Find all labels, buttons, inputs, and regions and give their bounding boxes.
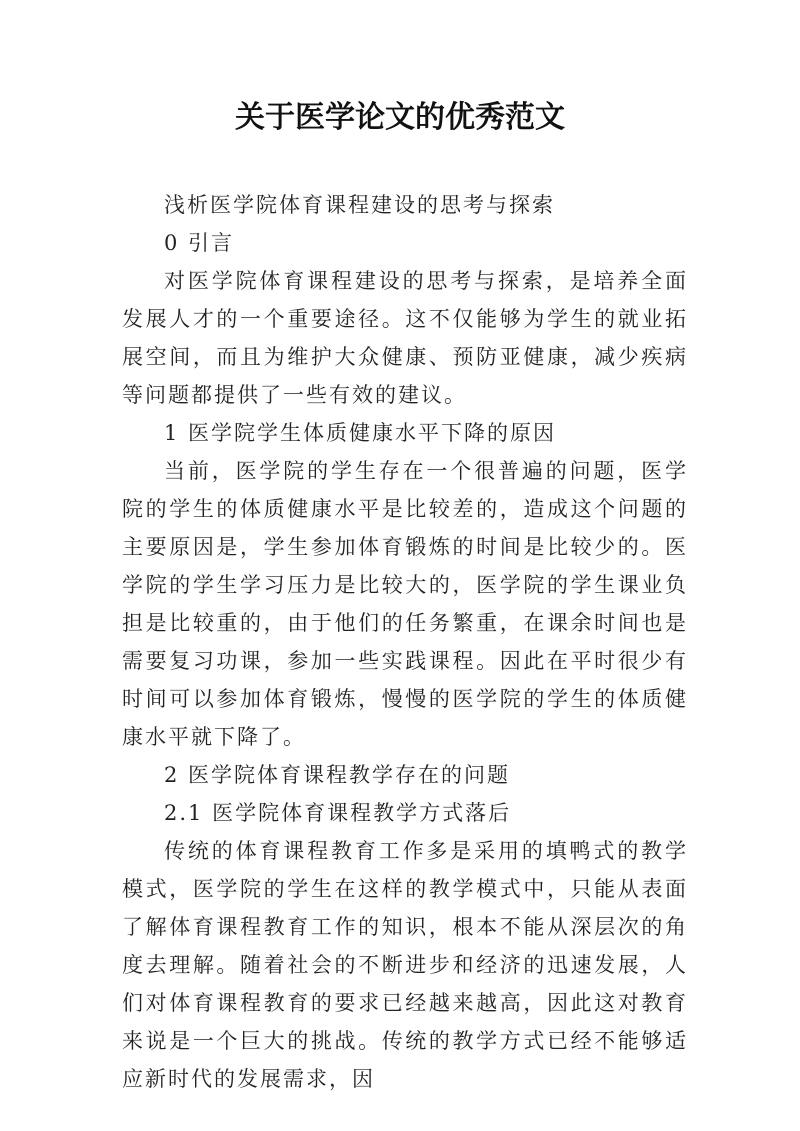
paragraph-intro: 对医学院体育课程建设的思考与探索，是培养全面发展人才的一个重要途径。这不仅能够为学生的就业拓展空间，而且为维护大众健康、预防亚健康，减少疾病等问题都提供了一些有效的建议。 (122, 269, 688, 407)
document-body (122, 186, 688, 1098)
paragraph-section-1: 当前，医学院的学生存在一个很普遍的问题，医学院的学生的体质健康水平是比较差的，造成这个问题的主要原因是，学生参加体育锻炼的时间是比较少的。医学院的学生学习压力是比较大的，医学院的学生课业负担是比较重的，由于他们的任务繁重，在课余时间也是需要复习功课，参加一些实践课程。因此在平时很少有时间可以参加体育锻炼，慢慢的医学院的学生的体质健康水平就下降了。 (122, 459, 688, 749)
document-title: 关于医学论文的优秀范文 (235, 100, 565, 135)
section-heading-1: 1 医学院学生体质健康水平下降的原因 (164, 421, 557, 445)
section-heading-2-1: 2.1 医学院体育课程教学方式落后 (164, 801, 512, 825)
article-subtitle: 浅析医学院体育课程建设的思考与探索 (164, 193, 555, 217)
paragraph-section-2-1: 传统的体育课程教育工作多是采用的填鸭式的教学模式，医学院的学生在这样的教学模式中，只能从表面了解体育课程教育工作的知识，根本不能从深层次的角度去理解。随着社会的不断进步和经济的迅速发展，人们对体育课程教育的要求已经越来越高，因此这对教育来说是一个巨大的挑战。传统的教学方式已经不能够适应新时代的发展需求，因 (122, 839, 688, 1091)
section-heading-intro: 0 引言 (164, 231, 235, 255)
section-heading-2: 2 医学院体育课程教学存在的问题 (164, 763, 511, 787)
